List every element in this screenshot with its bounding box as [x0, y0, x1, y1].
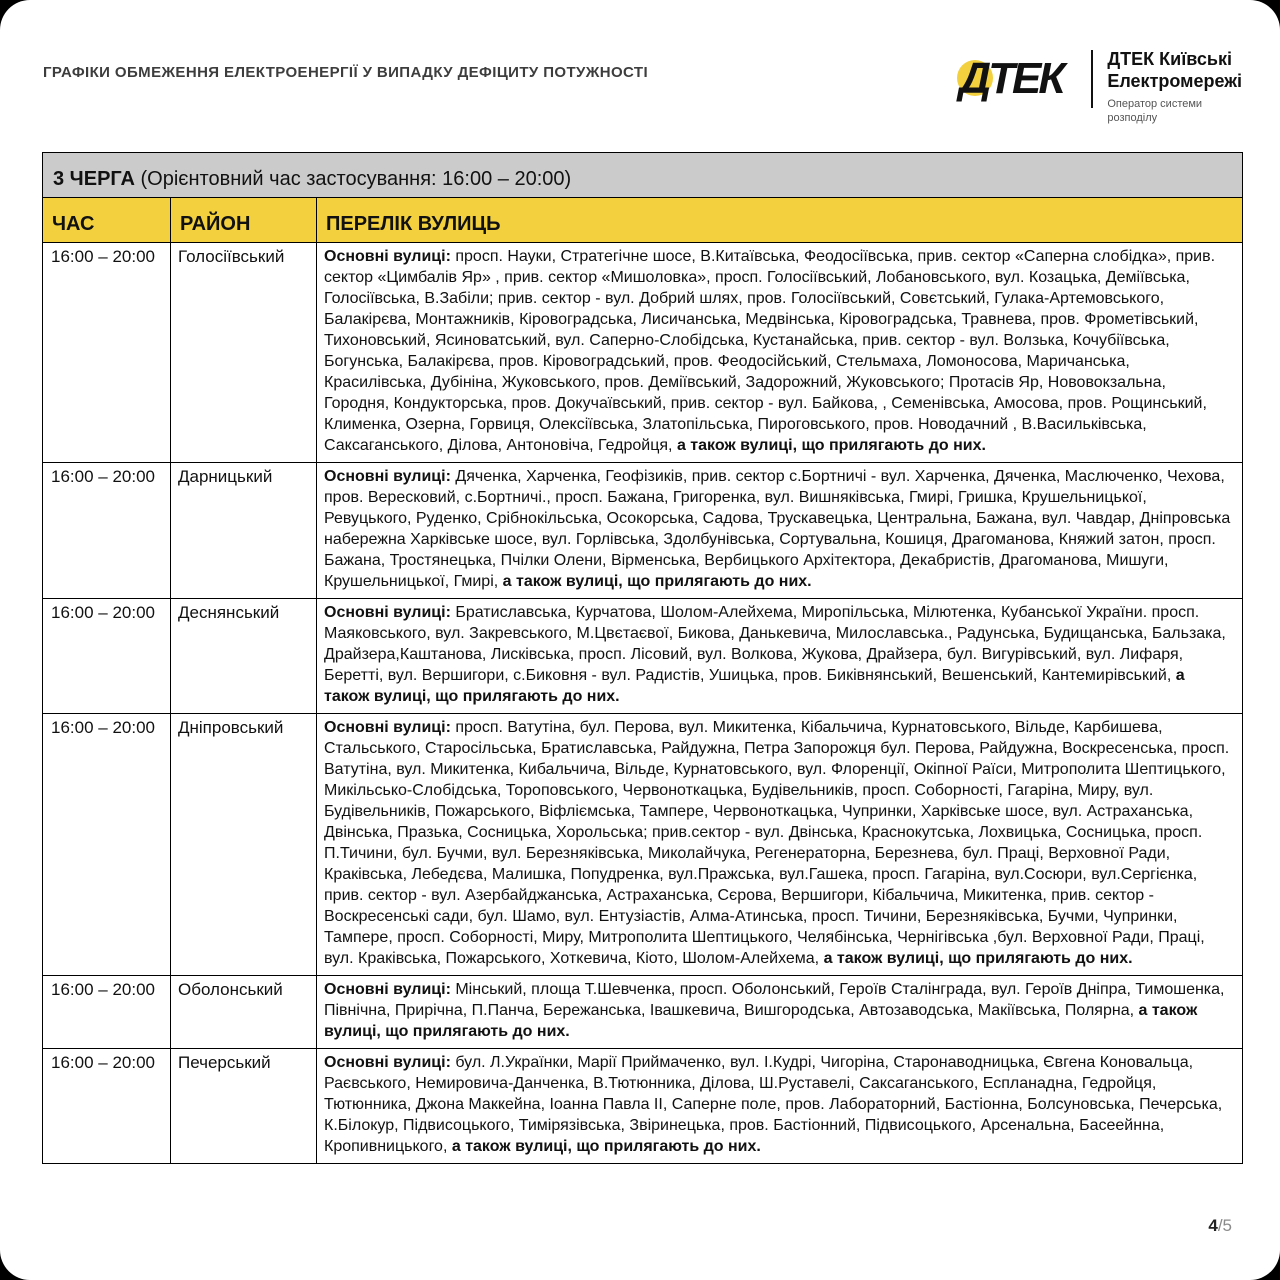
streets-text: бул. Л.Українки, Марії Приймаченко, вул. І.Кудрі, Чигоріна, Старонаводницька, Євгена Коновальца, Раєвського, Немировича-Данченка, В.Тютюнника, Ділова, Ш.Руставелі, Саксаганського, Еспланадна, Гедройця, Тютюнника, Джона Маккейна, Іоанна Павла II, Саперне поле, пров. Лабораторний, Бастіонна, Болсуновська, Печерська, К.Білокур, Підвисоцького, Тимірязівська, Звіринецька, пров. Бастіонний, Підвисоцького, Арсенальна, Басеейнна, Кропивницького,	[324, 1054, 1223, 1155]
table-row	[43, 599, 1243, 714]
time-cell: 16:00 – 20:00	[43, 463, 171, 599]
district-cell: Дарницький	[171, 463, 317, 599]
streets-text: просп. Ватутіна, бул. Перова, вул. Микитенка, Кібальчича, Курнатовського, Вільде, Карбишева, Стальського, Старосільська, Братиславська, Райдужна, Петра Запорожця бул. Перова, Райдужна, Воскресенська, просп. Ватутіна, вул. Микитенка, Кибальчича, Вільде, Курнатовського, вул. Флоренції, Окіпної Раїси, Митрополита Шептицького, Микільсько-Слобідська, Тороповського, Червоноткацька, Будівельників, просп. Соборності, Гагаріна, Миру, вул. Будівельників, Пожарського, Віфліємська, Тампере, Червоноткацька, Чупринки, Харківське шосе, вул. Астраханська, Двінська, Празька, Сосницька, Хорольська; прив.сектор - вул. Двінська, Краснокутська, Лохвицька, Сосницька, просп. П.Тичини, бул. Бучми, вул. Березняківська, Миколайчука, Регенераторна, Березнева, бул. Праці, Верховної Ради, Краківська, Лебедєва, Малишка, Попудренка, вул.Пражська, вул.Гашека, просп. Гагаріна, вул.Сосюри, вул.Сергієнка, прив. сектор - вул. Азербайджанська, Астраханська, Сєрова, Вершигори, Кібальчича, Микитенка, прив. сектор - Воскресенські сади, бул. Шамо, вул. Ентузіастів, Алма-Атинська, просп. Тичини, Березняківська, Бучми, Чупринки, Тампере, просп. Соборності, Миру, Митрополита Шептицького, Челябінська, Чернігівська ,бул. Верховної Ради, Праці, вул. Краківська, Пожарського, Хоткевича, Кіото, Шолом-Алейхема,	[324, 719, 1230, 967]
time-cell: 16:00 – 20:00	[43, 599, 171, 714]
logo-company-line1: ДТЕК Київські	[1107, 49, 1232, 69]
streets-tail: а також вулиці, що прилягають до них.	[324, 667, 1185, 705]
streets-text: Братиславська, Курчатова, Шолом-Алейхема, Миропільська, Мілютенка, Кубанської України. просп. Маяковського, вул. Закревського, М.Цвєтаєвої, Бикова, Данькевича, Милославська., Радунська, Будищанська, Бальзака, Драйзера,Каштанова, Лисківська, просп. Лісовий, вул. Волкова, Жукова, Драйзера, бул. Вигурівський, вул. Лифаря, Беретті, вул. Вершигори, с.Биковня - вул. Радистів, Ушицька, пров. Биківнянський, Вешенський, Кантемирівський,	[324, 604, 1226, 684]
streets-tail: а також вулиці, що прилягають до них.	[676, 437, 986, 454]
streets-tail: а також вулиці, що прилягають до них.	[502, 573, 812, 590]
page-number-total: /5	[1217, 1216, 1232, 1235]
streets-label: Основні вулиці:	[324, 248, 451, 265]
column-header-time: ЧАС	[43, 198, 171, 243]
logo-subtitle-line1: Оператор системи	[1107, 98, 1203, 110]
time-cell: 16:00 – 20:00	[43, 714, 171, 976]
streets-text: просп. Науки, Стратегічне шосе, В.Китаївська, Феодосіївська, прив. сектор «Саперна слобідка», прив. сектор «Цимбалів Яр» , прив. сектор «Мишоловка», просп. Голосіївський, Лобановського, вул. Козацька, Деміївська, Голосіївська, В.Забіли; прив. сектор - вул. Добрий шлях, пров. Голосіївський, Совєтський, Гулака-Артемовського, Балакірєва, Монтажників, Кіровоградська, Лисичанська, Медвінська, Кіровоградська, Травнева, пров. Фрометівський, Тихоновський, Ясиноватський, вул. Саперно-Слобідська, Кустанайська, прив. сектор - вул. Волзька, Кочубіївська, Богунська, Балакірєва, пров. Кіровоградський, пров. Феодосійський, Стельмаха, Ломоносова, Маричанська, Красилівська, Дубініна, Жуковського, пров. Деміївський, Задорожний, Жуковського; Протасів Яр, Нововокзальна, Городня, Кондукторська, пров. Докучаївський, прив. сектор - вул. Байкова, , Семенівська, Амосова, пров. Рощинський, Клименка, Озерна, Горвиця, Олексіївська, Златопільська, Пироговського, пров. Новодачний , В.Васильківська, Саксаганського, Ділова, Антоновіча, Гедройця,	[324, 248, 1216, 454]
streets-text: Дяченка, Харченка, Геофізиків, прив. сектор с.Бортничі - вул. Харченка, Дяченка, Маслюченко, Чехова, пров. Вересковий, с.Бортничі., просп. Бажана, Григоренка, вул. Вишняківська, Гмирі, Гришка, Крушельницької, Ревуцького, Руденко, Срібнокільська, Осокорська, Садова, Трускавецька, Центральна, Бажана, вул. Чавдар, Дніпровська набережна Харківське шосе, вул. Горлівська, Здолбунівська, Сортувальна, Кошиця, Драгоманова, Княжий затон, просп. Бажана, Тростянецька, Пчілки Олени, Вірменська, Вербицького Архітектора, Декабристів, Драгоманова, Мишуги, Крушельницької, Гмирі,	[324, 468, 1231, 590]
schedule-table	[42, 152, 1243, 1164]
streets-cell	[317, 1049, 1243, 1164]
streets-tail: а також вулиці, що прилягають до них.	[823, 950, 1133, 967]
streets-tail: а також вулиці, що прилягають до них.	[324, 1002, 1198, 1040]
district-cell: Печерський	[171, 1049, 317, 1164]
table-row	[43, 1049, 1243, 1164]
streets-cell	[317, 599, 1243, 714]
streets-label: Основні вулиці:	[324, 981, 451, 998]
district-cell: Голосіївський	[171, 243, 317, 463]
streets-cell	[317, 976, 1243, 1049]
time-cell: 16:00 – 20:00	[43, 243, 171, 463]
table-row	[43, 243, 1243, 463]
queue-bar	[43, 153, 1243, 198]
table-row	[43, 463, 1243, 599]
schedule-table-container	[42, 152, 1242, 1164]
logo-subtitle-line2: розподілу	[1107, 112, 1158, 124]
streets-label: Основні вулиці:	[324, 1054, 451, 1071]
streets-tail: а також вулиці, що прилягають до них.	[451, 1138, 761, 1155]
column-header-district: РАЙОН	[171, 198, 317, 243]
district-cell: Дніпровський	[171, 714, 317, 976]
logo-text-block	[1107, 48, 1242, 125]
district-cell: Оболонський	[171, 976, 317, 1049]
page-header	[0, 0, 1280, 150]
page-number	[1208, 1216, 1232, 1236]
queue-label: 3 ЧЕРГА	[53, 168, 135, 190]
dtek-logo-mark	[957, 48, 1077, 106]
streets-label: Основні вулиці:	[324, 604, 451, 621]
queue-bar-row	[43, 153, 1243, 198]
column-header-row	[43, 198, 1243, 243]
streets-cell	[317, 714, 1243, 976]
column-header-streets: ПЕРЕЛІК ВУЛИЦЬ	[317, 198, 1243, 243]
table-row	[43, 976, 1243, 1049]
streets-text: Мінський, площа Т.Шевченка, просп. Оболонський, Героїв Сталінграда, вул. Героїв Дніпра, Тимошенка, Північна, Прирічна, П.Панча, Бережанська, Івашкевича, Вишгородська, Автозаводська, Макіївська, Полярна,	[324, 981, 1225, 1019]
streets-cell	[317, 463, 1243, 599]
dtek-wordmark: ДТЕК	[959, 54, 1063, 103]
table-row	[43, 714, 1243, 976]
document-title: ГРАФІКИ ОБМЕЖЕННЯ ЕЛЕКТРОЕНЕРГІЇ У ВИПАДКУ ДЕФІЦИТУ ПОТУЖНОСТІ	[43, 64, 649, 81]
time-cell: 16:00 – 20:00	[43, 976, 171, 1049]
streets-label: Основні вулиці:	[324, 468, 451, 485]
page-number-current: 4	[1208, 1216, 1218, 1235]
queue-note: (Орієнтовний час застосування: 16:00 – 20:00)	[140, 168, 572, 190]
streets-label: Основні вулиці:	[324, 719, 451, 736]
district-cell: Деснянський	[171, 599, 317, 714]
logo-divider	[1091, 50, 1093, 108]
streets-cell	[317, 243, 1243, 463]
dtek-logo	[957, 48, 1242, 125]
logo-company-line2: Електромережі	[1107, 71, 1242, 91]
time-cell: 16:00 – 20:00	[43, 1049, 171, 1164]
